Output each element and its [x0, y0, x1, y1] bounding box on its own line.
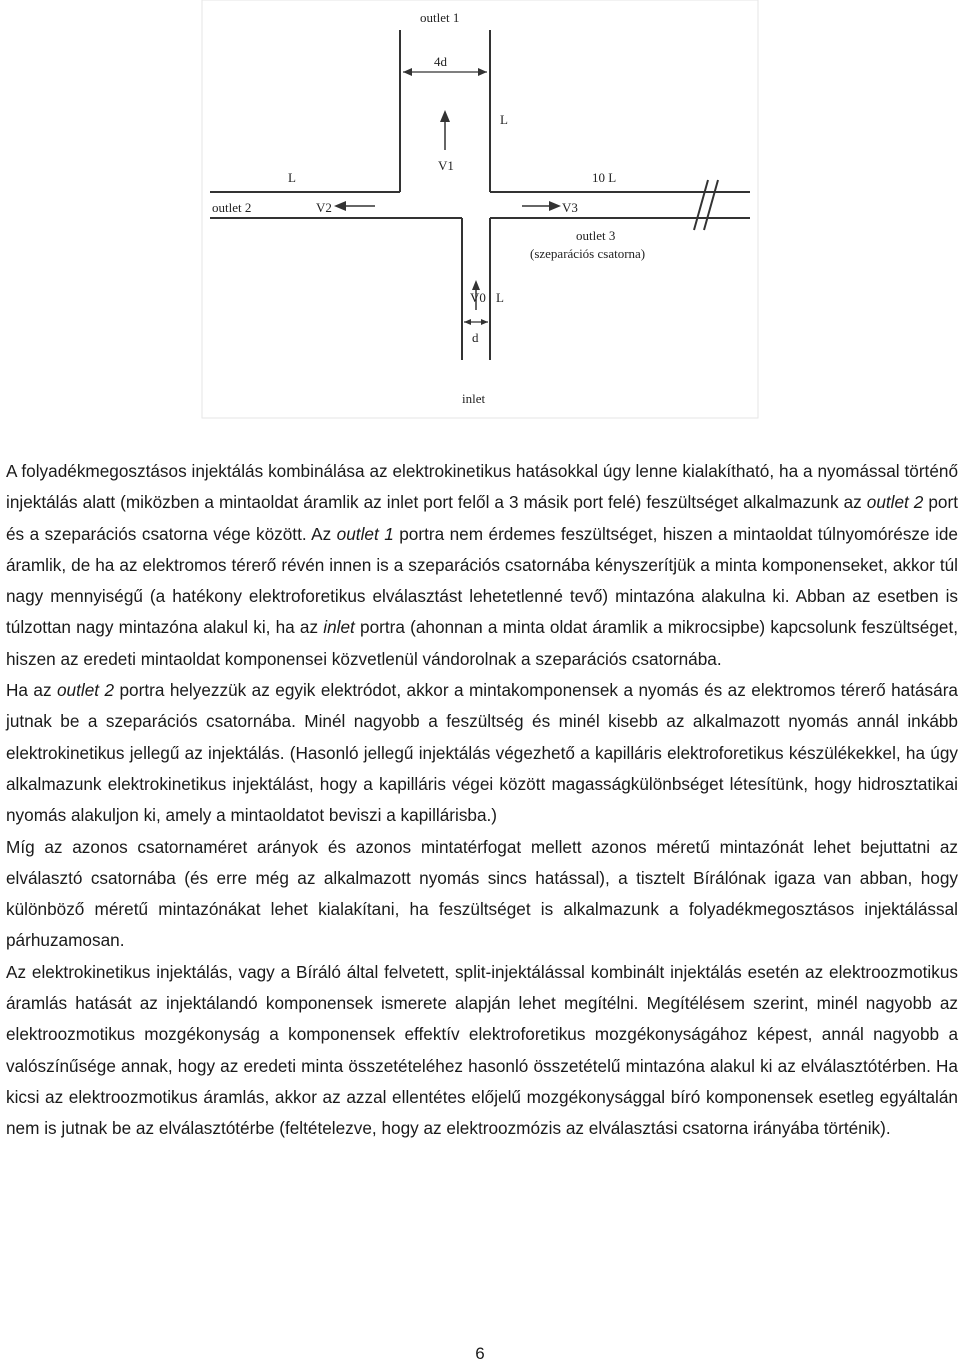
paragraph-1-outlet2-term: outlet 2 — [866, 492, 924, 513]
length-label-left: L — [288, 170, 296, 185]
outlet3-label: outlet 3 — [576, 228, 616, 243]
v1-label: V1 — [438, 158, 454, 173]
paragraph-2-part-a: Ha az — [6, 680, 57, 701]
paragraph-2 — [6, 675, 958, 831]
width-4d-label: 4d — [434, 54, 447, 69]
paragraph-4: Az elektrokinetikus injektálás, vagy a Bíráló által felvetett, split-injektálással kombinált injektálás esetén az elektroozmotikus áramlás hatását az injektálandó komponensek ismerete alapján lehet megítélni. Megítélésem szerint, minél nagyobb az elektroozmotikus mozgékonyság a komponensek effektív elektroforetikus mozgékonyságához képest, annál nagyobb a valószínűsége annak, hogy az eredeti minta összetételéhez hasonló összetételű mintazóna alakul ki az elválasztótérben. Ha kicsi az elektroozmotikus áramlás, akkor az azzal ellentétes előjelű mozgékonysággal bíró komponensek esetleg egyáltalán nem is jutnak be az elválasztótérbe (feltételezve, hogy az elektroozmózis az elválasztási csatorna irányába történik). — [6, 961, 958, 1139]
page-number: 6 — [475, 1344, 485, 1363]
paragraph-1-inlet-term: inlet — [323, 617, 355, 638]
outlet2-label: outlet 2 — [212, 200, 252, 215]
paragraph-1 — [6, 456, 958, 675]
v2-label: V2 — [316, 200, 332, 215]
paragraph-1-part-c: port és a szeparációs csatorna vége között. Az — [6, 492, 958, 544]
outlet1-label: outlet 1 — [420, 10, 460, 25]
paragraph-1-part-g: portra (ahonnan a minta oldat áramlik a mikrocsipbe) kapcsolunk feszültséget, hiszen az eredeti mintaoldat komponensei közvetlenül vándorolnak a szeparációs csatornába. — [6, 617, 958, 669]
width-d-label: d — [472, 330, 479, 345]
length-label-top: L — [500, 112, 508, 127]
inlet-label: inlet — [462, 391, 486, 406]
paragraph-2-part-c: portra helyezzük az egyik elektródot, akkor a mintakomponensek a nyomás és az elektromos térerő hatására jutnak be a szeparációs csatornába. Minél nagyobb a feszültség és minél kisebb az alkalmazott nyomás annál inkább elektrokinetikus jellegű az injektálás. (Hasonló jellegű injektálás végezhető a kapilláris elektroforetikus készülékekkel, ha úgy alkalmazunk elektrokinetikus injektálást, hogy a kapilláris végei között magasságkülönbséget létesítünk, hogy hidrosztatikai nyomás alakuljon ki, amely a mintaoldatot beviszi a kapillárisba.) — [6, 680, 958, 826]
body-text — [6, 456, 958, 1145]
paragraph-1-part-a: A folyadékmegosztásos injektálás kombinálása az elektrokinetikus hatásokkal úgy lenne kialakítható, ha a nyomással történő injektálás alatt (miközben a mintaoldat áramlik az inlet port felől a 3 másik port felé) feszültséget alkalmazunk az — [6, 461, 958, 513]
paragraph-3: Míg az azonos csatornaméret arányok és azonos mintatérfogat mellett azonos méretű mintazónát lehet bejuttatni az elválasztó csatornába (és erre még az alkalmazott nyomás sincs hatással), a tisztelt Bírálónak igaza van abban, hogy különböző méretű mintazónákat lehet kialakítani, ha feszültséget is alkalmazunk a folyadékmegosztásos injektálással párhuzamosan. — [6, 836, 958, 951]
paragraph-1-part-e: portra nem érdemes feszültséget, hiszen a mintaoldat túlnyomórésze ide áramlik, de ha az elektromos térerő révén innen is a szeparációs csatornába kényszerítjük a minta komponenseket, akkor túl nagy mennyiségű (a hatékony elektroforetikus elválasztást lehetetlenné tevő) mintazóna alakulna ki. Abban az esetben is túlzottan nagy mintazóna alakul ki, ha az — [6, 523, 958, 638]
channel-diagram-svg — [200, 0, 760, 420]
length-label-right: 10 L — [592, 170, 617, 185]
paragraph-2-outlet2-term: outlet 2 — [57, 680, 115, 701]
paragraph-1-outlet1-term: outlet 1 — [336, 523, 394, 544]
length-label-bottom: L — [496, 290, 504, 305]
separation-channel-label: (szeparációs csatorna) — [530, 246, 646, 261]
v3-label: V3 — [562, 200, 578, 215]
v0-label: V0 — [470, 290, 486, 305]
channel-diagram — [200, 0, 760, 420]
